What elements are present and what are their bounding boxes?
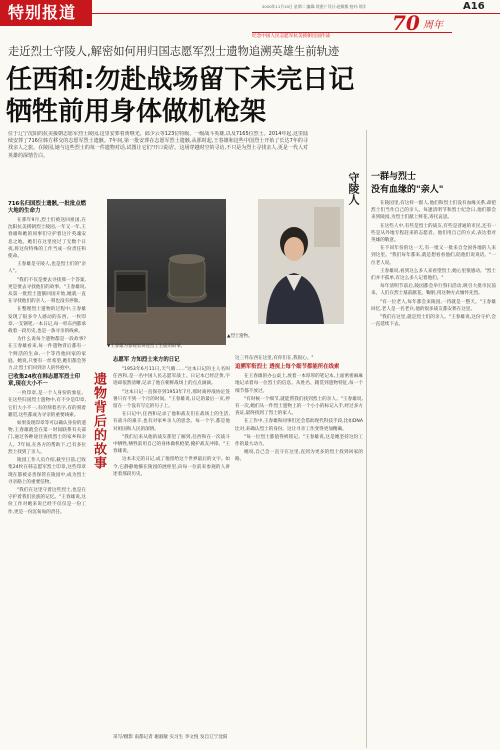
- col2-body: [113, 355, 230, 727]
- col1-para: 在那年9月,烈士们被送回祖国,在沈阳抗美援朝烈士陵园,一年又一年,王春雄和她的同事们守护着这片英魂安息之地。她们在这里度过了无数个日夜,将这份特殊的工作当成一份责任和使命。: [8, 218, 86, 260]
- col4-title-1: 一群与烈士: [371, 172, 417, 182]
- diary-para: "这本日记一直保存到1953年7月,那时离停战协定签署只有不到一个月的时间。"王春雄说,日记的最后一页,停留在一个没有写完的句子上。: [113, 389, 230, 410]
- photo-caption: ▲烈士遗物。: [227, 334, 253, 339]
- col4-para: 在不同年份的这一天,有一批又一批来自全国各地的人来到这里。"我们每年都来,就是想看看他们,陪他们说说话。"一位老人说。: [371, 246, 496, 266]
- col1-para: "我们在这里守着这些烈士,也是在守护着我们民族的记忆。"王春雄说,这份工作对她来说已经不仅仅是一份工作,更是一份沉甸甸的责任。: [8, 487, 86, 515]
- diary-subhead: 志愿军 方知烈士来方的日记: [113, 357, 180, 363]
- portrait-photo: [258, 199, 344, 324]
- col3-subhead: 追溯军衔烈士 透视上每个细节都能所在线索: [235, 364, 340, 371]
- photo-caption-2: ▼王春雄为参观者讲述烈士生前的故事。: [107, 344, 186, 349]
- article-title-line-2: 牺牲前用身体做机枪架: [6, 97, 267, 127]
- col3-para: 她说,自己会一直守在这里,直到为更多的烈士找到回家的路。: [235, 450, 363, 463]
- col1-para: 在整理烈士遗物的过程中,王春雄发现了很多令人感动的东西。一枚印章,一支钢笔,一本日记,每一样东西都承载着一段历史,也是一条寻亲的线索。: [8, 307, 86, 335]
- header-banner: 特别报道: [8, 3, 77, 22]
- article-title-line-1: 任西和:勿赴战场留下未完日记: [6, 65, 355, 95]
- lead-paragraph: 位于辽宁沈阳的抗美援朝志愿军烈士陵园,这里安葬着黄继光、邱少云等123位特级、一级战斗英雄,以及7165位烈士。2014年起,这里陆续安葬了716位韩方移交的志愿军烈士遗骸。7年间,第一批安葬在志愿军烈士遗骸,从那时起,王春雄和这些中国烈士开始了长达7年的寻找亲人之旅。在陵园,她与这些烈士的每一件遗物对话,试图让它们'开口说话'。这场穿越时空的寻访,不只是为烈士寻找亲人,更是一代人对英雄的深情告白。: [8, 131, 308, 159]
- col4-para: 在陵园里,有这样一群人,他们和烈士们没有血缘关系,却把烈士们当作自己的亲人。每逢清明节和烈士纪念日,他们都会来到陵园,为烈士们献上鲜花,寄托哀思。: [371, 201, 496, 221]
- diary-para: 在日记中,任西和记录了他和战友们在战场上的生活,有战斗的艰辛,也有对家乡亲人的思念。每一个字,都是他对祖国和人民的深情。: [113, 412, 230, 432]
- header-date-line: 2020年11月10日 星期二 编辑:刘建宁 设计:赵敏敏 校对:刘洋: [262, 4, 366, 9]
- diary-para: 这本未完的日记,成了他留给这个世界最后的文字。如今,它静静地躺在陵园的展柜里,向每一位前来参观的人讲述着那段历史。: [113, 457, 230, 477]
- col1-subhead-2: 已收集24枚在韩志愿军烈士印章,现在大小不一: [8, 374, 81, 388]
- col1-para: "我们不仅是要去寻找那一个答案,更是要去寻找他们的故事。"王春雄说,从第一批烈士遗骸回国开始,她就一直在寻找他们的亲人,一刻也没有停歇。: [8, 277, 86, 305]
- col4-para: "我们在这里,就是烈士们的亲人。"王春雄说,这份守护,会一直延续下去。: [371, 315, 496, 328]
- col3-para: "每一位烈士都值得被铭记。"王春雄说,这是她坚持这份工作的最大动力。: [235, 434, 363, 448]
- col3-para: 在王春雄的办公桌上,放着一本厚厚的笔记本,上面密密麻麻地记录着每一位烈士的信息。从姓名、籍贯到遗物特征,每一个细节都不放过。: [235, 374, 363, 394]
- page-number: A16: [463, 1, 485, 12]
- col1-subhead: 716名归国烈士遗骸,一批批点燃大地的生命力: [8, 201, 86, 214]
- column-label: 守陵人: [347, 172, 360, 205]
- portrait-illustration: [258, 199, 344, 324]
- col3-lead-para: 这三件东西在这里,有你们在,我很心。": [235, 356, 314, 361]
- header-rule: [92, 13, 500, 14]
- col1-para: 陵园工作人员介绍,截至目前,已收集24枚在韩志愿军烈士印章,这些印章现在都被妥善保管在陵园中,成为烈士寻亲路上的重要信物。: [8, 458, 86, 485]
- col1-body: [8, 199, 86, 747]
- col3-body: [235, 355, 363, 727]
- col4-para: 每年清明节前后,陵园都会举行祭扫活动,吸引大批市民前来。人们在烈士墓前献花、鞠躬,用这种方式缅怀先烈。: [371, 284, 496, 297]
- anniversary-text: 周年: [423, 20, 443, 31]
- anniversary-number: 70: [392, 11, 420, 35]
- col1-para: 如果发现印章等可以确认身份的遗物,王春雄就会在第一时间联系有关部门,通过各种途径查找烈士的家乡和亲人。7年间,在各方的帮助下,已有多位烈士找到了亲人。: [8, 421, 86, 455]
- col4-para: "有一位老人,每年都会来陵园,一待就是一整天。"王春雄回忆,老人是一名老兵,他的很多战友都安葬在这里。: [371, 299, 496, 312]
- sub-banner: 纪念中国人民志愿军抗美援朝出国作战: [252, 32, 452, 41]
- col3-para: 在工作中,王春雄和同事们还会借助现代科技手段,比如DNA比对,来确认烈士的身份。这让寻亲工作变得更加精确。: [235, 419, 363, 432]
- col1-para: 一枚印章,是一个人身份的象征。在这些归国烈士遗物中,有不少是印章,它们大小不一,有的刻着名字,有的刻着籍贯,这些都成为寻亲的重要线索。: [8, 391, 86, 418]
- article-pretitle: 走近烈士守陵人,解密如何用归国志愿军烈士遗物追溯英雄生前轨迹: [8, 45, 340, 58]
- relics-illustration: [107, 199, 226, 345]
- col1-para: 王春雄是守陵人,也是烈士们的"亲人"。: [8, 262, 86, 275]
- vertical-caption: 遗物背后的故事: [91, 372, 106, 470]
- col1-para: 为什么说每个遗物都是一段故事?在王春雄看来,每一件遗物背后都有一个鲜活的生命,一个等待他回家的家庭。她说,只要有一丝希望,她们都会努力,让烈士们回到亲人的怀抱中。: [8, 337, 86, 372]
- col3-para: "有时候一个细节,就能帮我们找到烈士的亲人。"王春雄说,有一次,她们从一件烈士遗物上的一个小小的标记入手,经过多方查证,最终找到了烈士的家人。: [235, 396, 363, 417]
- diary-para: "1953年6月11日,天气晴……"这本日记的主人名叫任西和,是一名中国人民志愿军战士。日记本已经泛黄,字迹却依然清晰,记录了他在朝鲜战场上的点点滴滴。: [113, 367, 230, 387]
- col4-title-2: 没有血缘的"亲人": [371, 185, 444, 195]
- col4-para: 王春雄说,看到这么多人来看望烈士,她心里很感动。"烈士们并不孤单,有这么多人记着他们。": [371, 268, 496, 282]
- col4-body: [371, 200, 496, 746]
- column-divider: [366, 130, 367, 748]
- col4-para: 在这些人中,有些是烈士的战友,有些是普通的市民,还有一些是从外地专程赶来的志愿者。他们用自己的方式,表达着对英雄的敬意。: [371, 223, 496, 244]
- relics-photo: [107, 199, 226, 345]
- byline: 采写/摄影 南都记者 谢淑敏 实习生 李文悦 发自辽宁沈阳: [113, 735, 228, 740]
- diary-para: "我们后来从他的战友那里了解到,任西和在一次战斗中牺牲,牺牲前用自己的身体做机枪架,掩护战友冲锋。"王春雄说。: [113, 434, 230, 455]
